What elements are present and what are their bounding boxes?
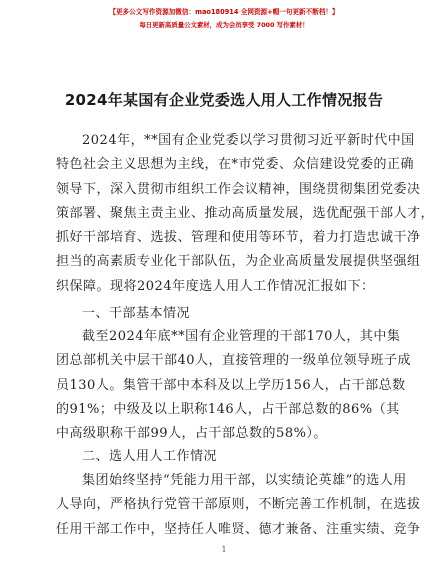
text-line: 2024年，**国有企业党委以学习贯彻习近平新时代中国 bbox=[82, 133, 415, 148]
text-line: 任用干部工作中，坚持任人唯贤、德才兼备、注重实绩、竞争 bbox=[56, 521, 421, 537]
section2-paragraph bbox=[56, 469, 421, 542]
text-line: 人导向，严格执行党管干部原则，不断完善工作机制，在选拔 bbox=[56, 497, 421, 513]
text-line: 织保障。现将2024年度选人用人工作情况汇报如下： bbox=[56, 278, 375, 294]
text-line: 的91%；中级及以上职称146人，占干部总数的86%（其 bbox=[56, 401, 400, 417]
text-line: 中高级职称干部99人，占干部总数的58%）。 bbox=[56, 426, 327, 442]
text-line: 策部署、聚焦主责主业、推动高质量发展，选优配强干部人才， bbox=[56, 205, 435, 221]
text-line: 员130人。集管干部中本科及以上学历156人，占干部总数 bbox=[56, 377, 406, 393]
text-line: 集团始终坚持“凭能力用干部，以实绩论英雄”的选人用 bbox=[82, 473, 407, 488]
section-heading-1: 一、干部基本情况 bbox=[82, 306, 191, 321]
text-line: 担当的高素质专业化干部队伍，为企业高质量发展提供坚强组 bbox=[56, 254, 421, 270]
intro-paragraph bbox=[56, 129, 435, 299]
text-line: 截至2024年底**国有企业管理的干部170人，其中集 bbox=[82, 329, 401, 344]
promo-banner-line-2: 每日更新高质量公文素材，成为会员享受 7000 写作素材！ bbox=[139, 21, 309, 29]
text-line: 团总部机关中层干部40人，直接管理的一级单位领导班子成 bbox=[56, 353, 412, 369]
text-line: 领导下，深入贯彻市组织工作会议精神，围绕贯彻集团党委决 bbox=[56, 181, 421, 197]
document-title: 2024年某国有企业党委选人用人工作情况报告 bbox=[64, 91, 384, 109]
text-line: 抓好干部培育、选拔、管理和使用等环节，着力打造忠诚干净 bbox=[56, 230, 421, 246]
promo-banner-line-1: 【更多公文写作资源加微信：mao180914 全网资源+帽一句更新不断档！】 bbox=[109, 8, 339, 16]
section1-paragraph bbox=[56, 325, 412, 446]
text-line: 特色社会主义思想为主线，在*市党委、众信建设党委的正确 bbox=[56, 157, 415, 173]
section-heading-2: 二、选人用人工作情况 bbox=[82, 449, 218, 464]
page-number: 1 bbox=[221, 545, 227, 554]
